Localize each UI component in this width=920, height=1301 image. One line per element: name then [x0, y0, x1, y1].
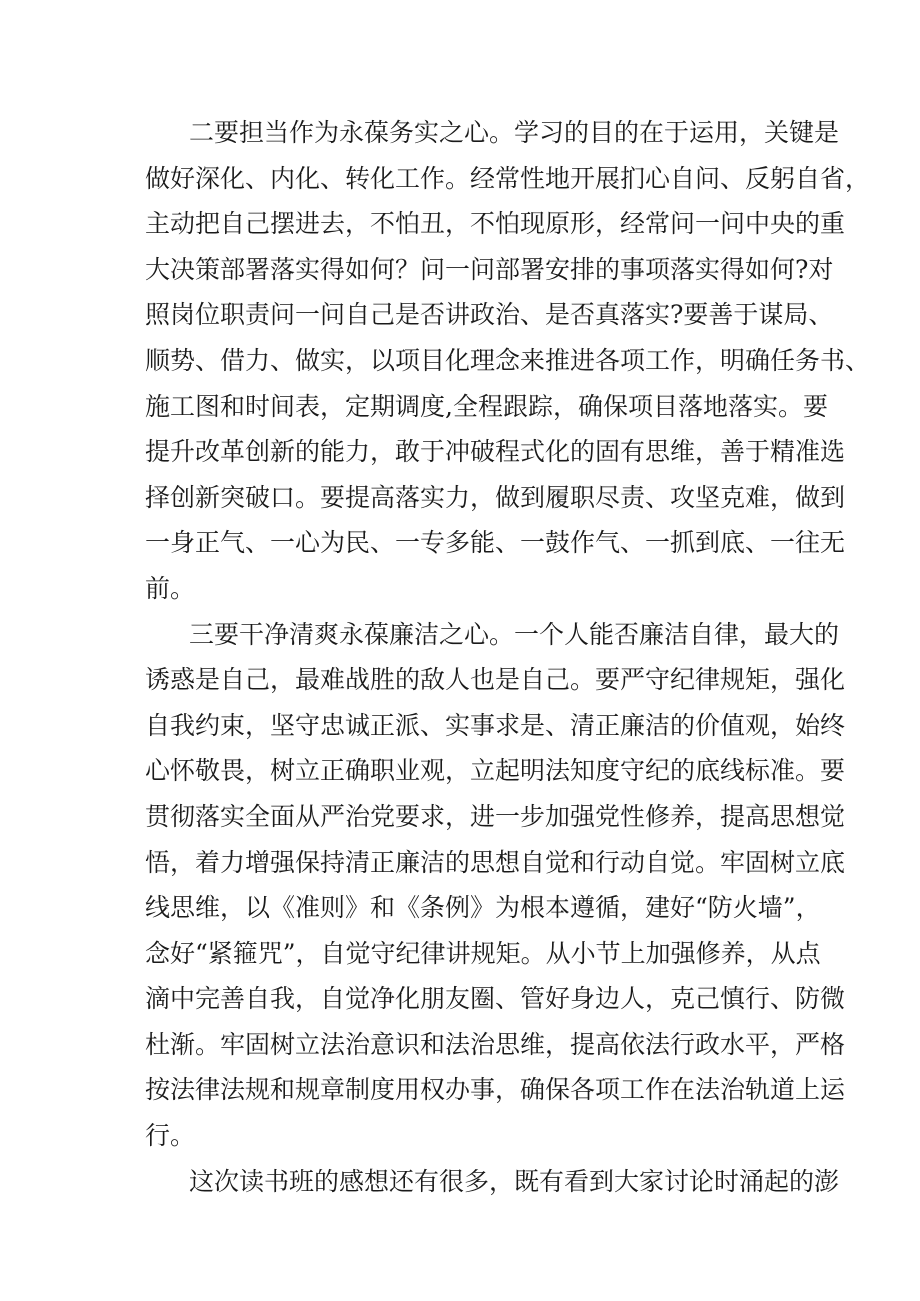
text-line: 一身正气、一心为民、一专多能、一鼓作气、一抓到底、一往无: [145, 528, 846, 558]
text-line: 提升改革创新的能力，敢于冲破程式化的固有思维，善于精准选: [145, 437, 846, 467]
text-line: 线思维，以《准则》和《条例》为根本遵循，建好“防火墙”，: [145, 893, 821, 923]
paragraph-reflection: [145, 1159, 840, 1205]
text-line: 择创新突破口。要提高落实力，做到履职尽责、攻坚克难，做到: [145, 482, 846, 512]
text-line: 贯彻落实全面从严治党要求，进一步加强党性修养，提高思想觉: [145, 801, 846, 831]
text-line: 念好“紧箍咒”，自觉守纪律讲规矩。从小节上加强修养，从点: [145, 938, 821, 968]
text-line: 二要担当作为永葆务实之心。学习的目的在于运用，关键是: [189, 118, 840, 147]
text-line: 按法律法规和规章制度用权办事，确保各项工作在法治轨道上运: [145, 1075, 846, 1105]
text-line: 杜渐。牢固树立法治意识和法治思维，提高依法行政水平，严格: [145, 1029, 846, 1059]
text-line: 施工图和时间表，定期调度,全程跟踪，确保项目落地落实。要: [145, 391, 828, 421]
text-line: 大决策部署落实得如何？问一问部署安排的事项落实得如何?对: [145, 254, 834, 284]
text-line: 自我约束，坚守忠诚正派、实事求是、清正廉洁的价值观，始终: [145, 710, 846, 740]
text-line: 前。: [145, 573, 196, 603]
text-line: 三要干净清爽永葆廉洁之心。一个人能否廉洁自律，最大的: [189, 619, 840, 649]
text-line: 悟，着力增强保持清正廉洁的思想自觉和行动自觉。牢固树立底: [145, 847, 846, 877]
text-line: 主动把自己摆进去，不怕丑，不怕现原形，经常问一问中央的重: [145, 209, 846, 239]
text-line: 诱惑是自己，最难战胜的敌人也是自己。要严守纪律规矩，强化: [145, 665, 846, 695]
text-line: 做好深化、内化、转化工作。经常性地开展扪心自问、反躬自省，: [145, 163, 871, 193]
paragraph-integrity: [145, 612, 846, 1159]
text-line: 照岗位职责问一问自己是否讲政治、是否真落实?要善于谋局、: [145, 300, 834, 330]
text-line: 顺势、借力、做实，以项目化理念来推进各项工作，明确任务书、: [145, 345, 871, 375]
text-line: 滴中完善自我，自觉净化朋友圈、管好身边人，克己慎行、防微: [145, 984, 846, 1014]
text-line: 行。: [145, 1121, 196, 1151]
text-line: 这次读书班的感想还有很多，既有看到大家讨论时涌起的澎: [189, 1166, 840, 1196]
paragraph-commitment: [145, 110, 871, 612]
document-body: [145, 110, 871, 1204]
text-line: 心怀敬畏，树立正确职业观，立起明法知度守纪的底线标准。要: [145, 756, 846, 786]
